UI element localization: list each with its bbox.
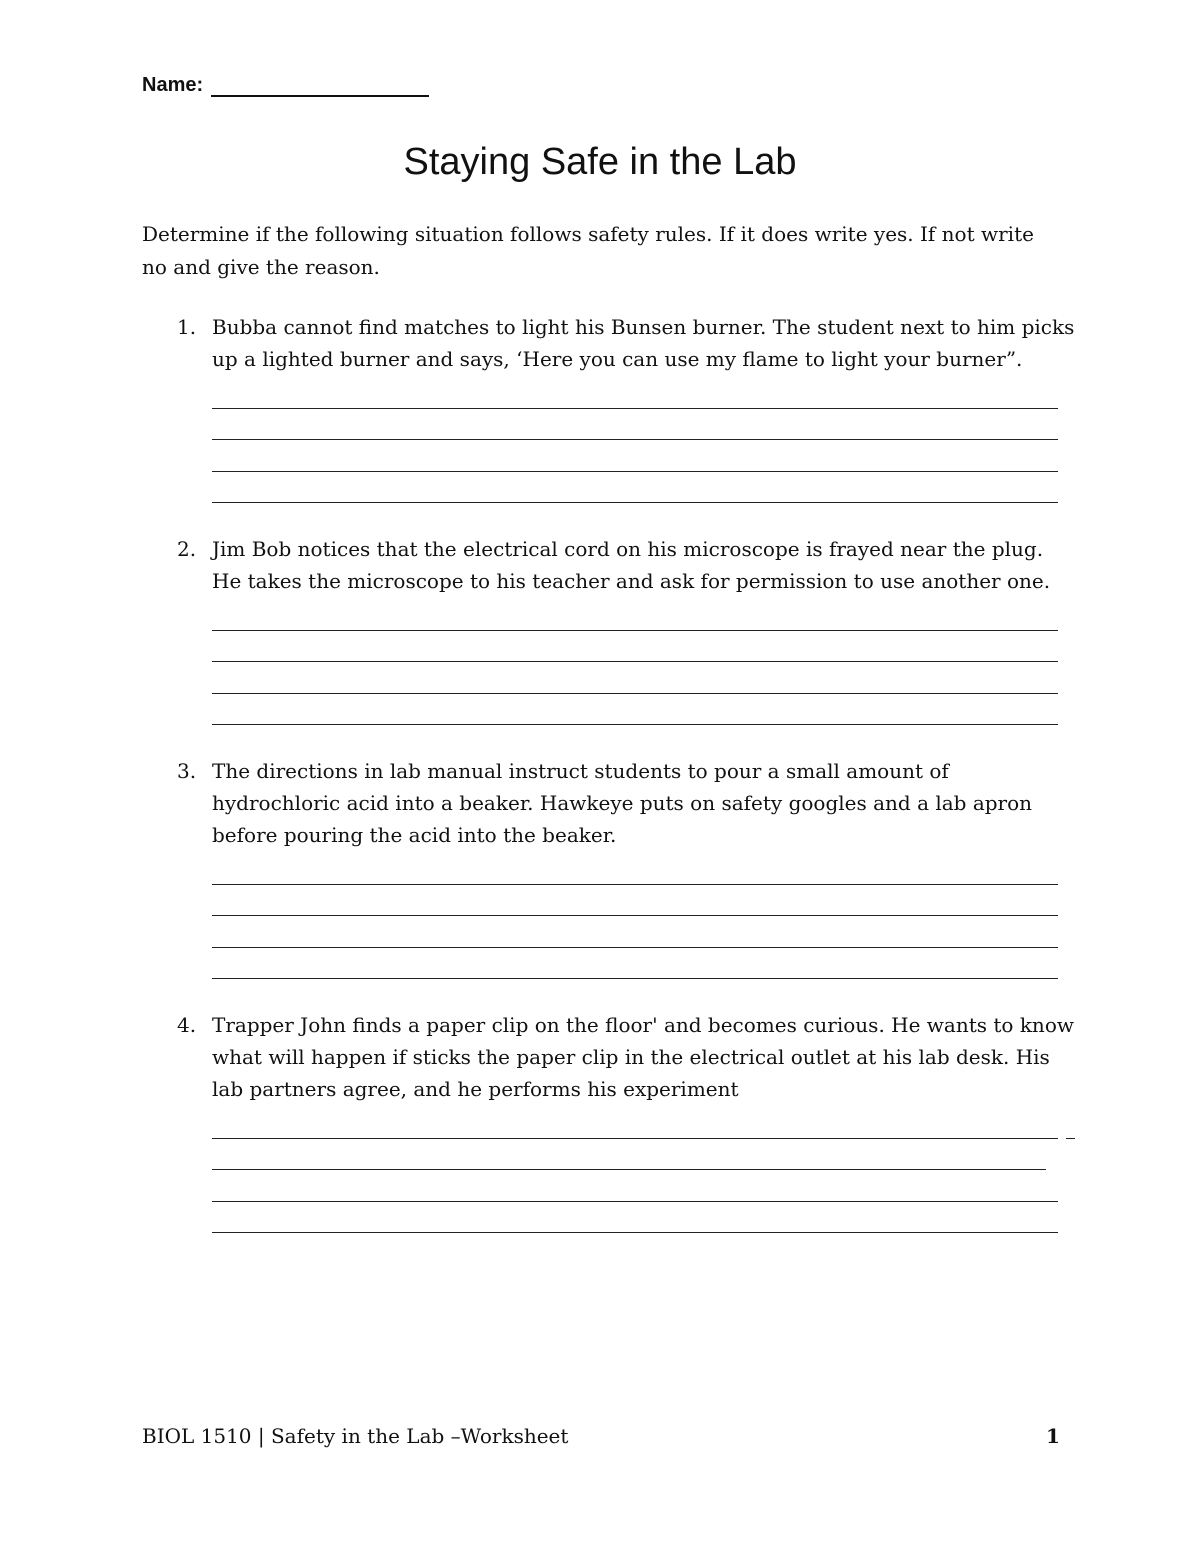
answer-line[interactable] [212,377,1058,409]
answer-line[interactable] [212,1170,1058,1202]
answer-line[interactable] [212,948,1058,980]
instructions: Determine if the following situation follows safety rules. If it does write yes. If not write no and give the reason. [142,222,1034,279]
name-label: Name: [142,74,204,96]
answer-lines [212,1107,1082,1233]
question-number: 4. [177,1013,197,1037]
answer-line[interactable] [212,409,1058,441]
answer-lines [212,377,1082,503]
answer-line[interactable] [212,631,1058,663]
question-3 [142,755,1082,979]
name-field [142,74,429,97]
question-1 [142,311,1082,503]
question-number: 1. [177,315,197,339]
answer-line[interactable] [212,1139,1046,1171]
answer-line[interactable] [212,1202,1058,1234]
answer-line[interactable] [212,1107,1058,1139]
answer-lines [212,599,1082,725]
answer-line[interactable] [212,885,1058,917]
question-text: Bubba cannot find matches to light his Bunsen burner. The student next to him picks up a lighted burner and says, ‘Here you can use my flame to light your burner”. [212,315,1075,371]
answer-line[interactable] [212,694,1058,726]
page-title: Staying Safe in the Lab [403,141,797,183]
name-blank-line[interactable] [211,75,429,97]
answer-line[interactable] [212,440,1058,472]
answer-lines [212,853,1082,979]
question-2 [142,533,1082,725]
question-text: The directions in lab manual instruct students to pour a small amount of hydrochloric acid into a beaker. Hawkeye puts on safety googles and a lab apron before pouring the acid into the beaker. [212,759,1033,847]
answer-line[interactable] [212,599,1058,631]
footer-page-number: 1 [1046,1424,1060,1448]
question-number: 2. [177,537,197,561]
question-4 [142,1009,1082,1233]
footer-course-label: BIOL 1510 | Safety in the Lab –Worksheet [142,1424,569,1448]
answer-line[interactable] [212,662,1058,694]
answer-line[interactable] [212,916,1058,948]
answer-line[interactable] [212,853,1058,885]
question-text: Trapper John finds a paper clip on the floor' and becomes curious. He wants to know what will happen if sticks the paper clip in the electrical outlet at his lab desk. His lab partners agree, and he performs his experiment [212,1013,1074,1101]
answer-line[interactable] [212,472,1058,504]
question-number: 3. [177,759,197,783]
question-text: Jim Bob notices that the electrical cord on his microscope is frayed near the plug. He takes the microscope to his teacher and ask for permission to use another one. [212,537,1051,593]
